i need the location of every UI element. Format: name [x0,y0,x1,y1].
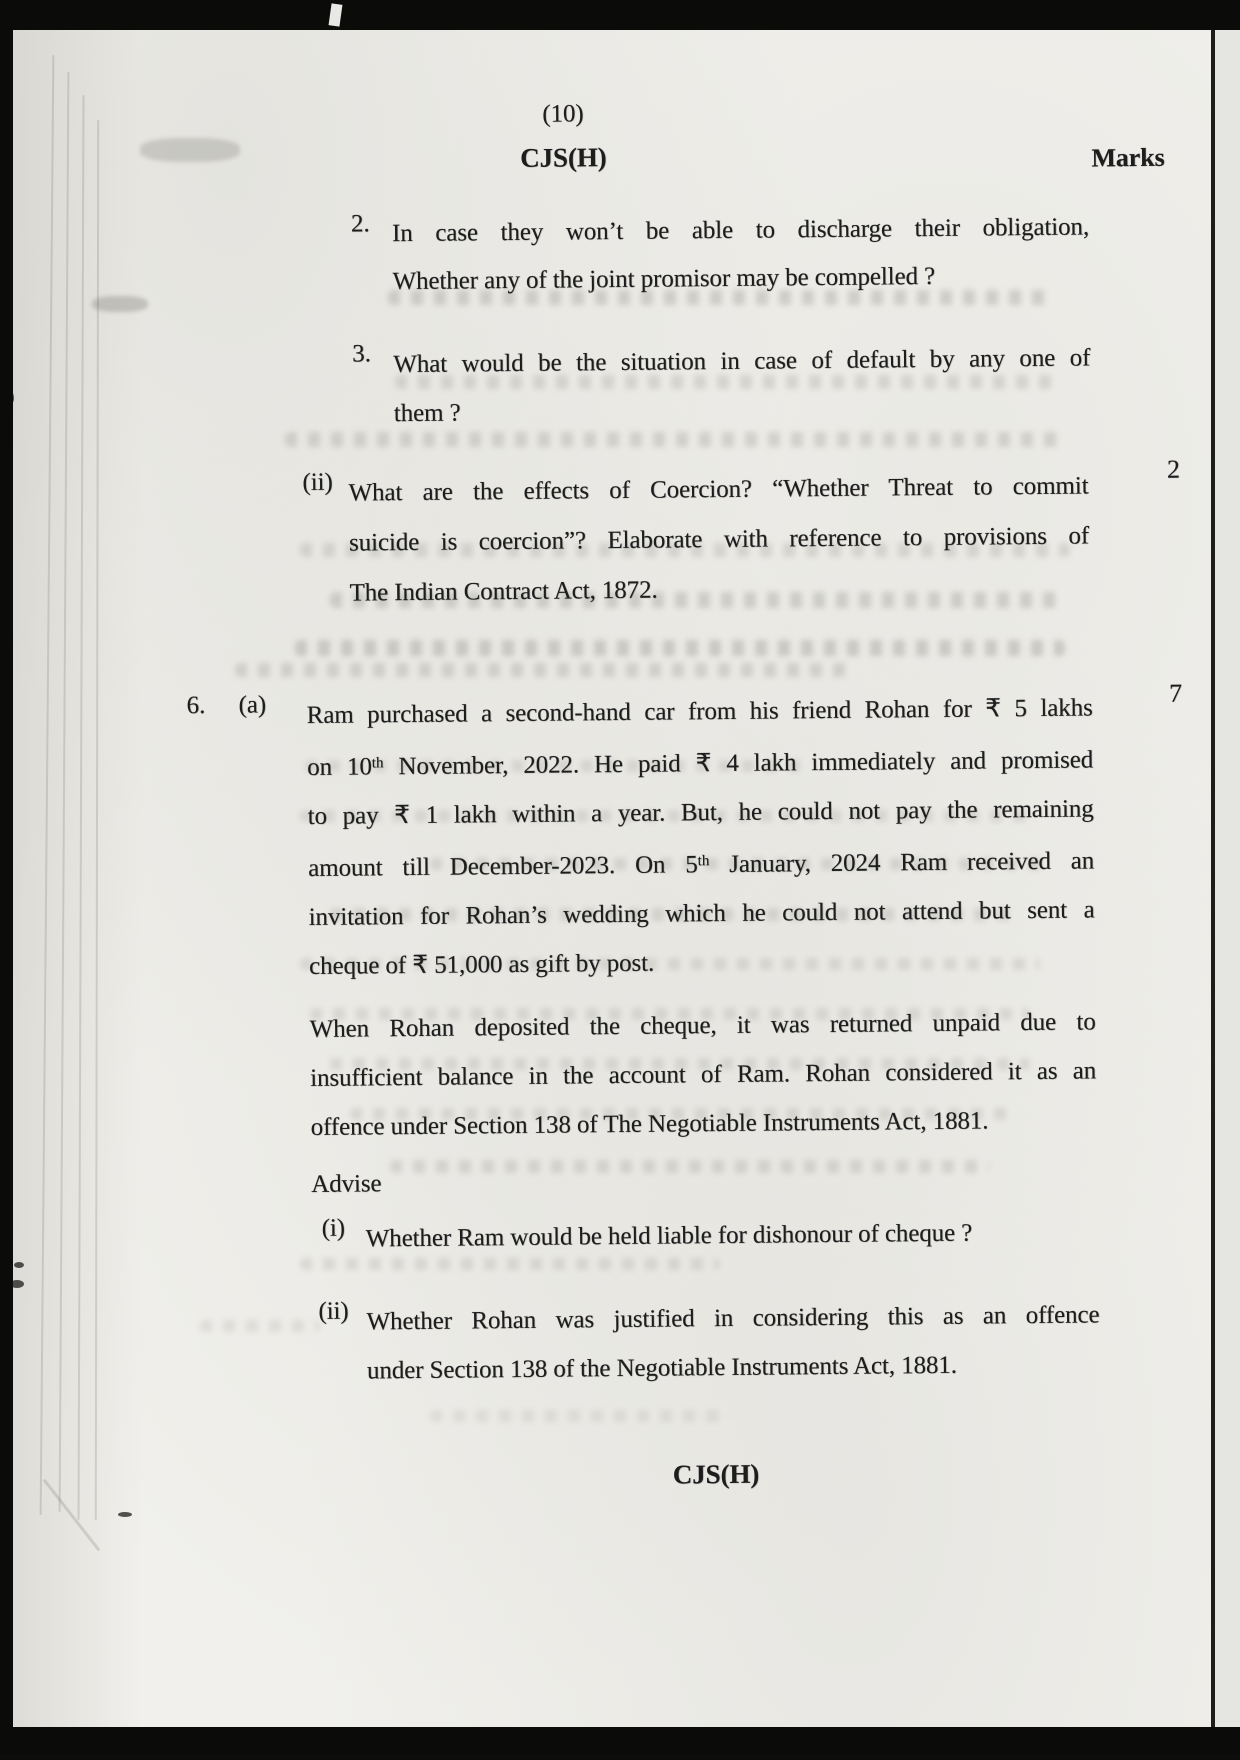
question-6-sub-i [4,1206,1240,1253]
question-coercion-number: (ii) [302,468,333,497]
text-line: Whether any of the joint promisor may be compelled ? [392,262,936,296]
question-6-sub-ii [4,1289,1240,1385]
ordinal-superscript: th [697,853,710,870]
page-right-edge-line [1211,28,1215,1728]
text-line: under Section 138 of the Negotiable Instruments Act, 1881. [366,1351,958,1385]
text-line: invitation for Rohan’s wedding which he could not attend but sent a [308,896,1095,931]
marks-value-coercion: 2 [1166,454,1180,484]
question-coercion-text [348,461,1089,618]
advise-label: Advise [311,1170,382,1198]
text-line [307,732,1093,792]
question-6a-number: (a) [238,691,267,719]
text-line: Whether Rohan was justified in considering this as an offence [366,1301,1100,1336]
text-segment: on 10 [307,753,372,781]
text-line: to pay ₹ 1 lakh within a year. But, he could not pay the remaining [307,795,1094,830]
text-line: The Indian Contract Act, 1872. [349,576,658,607]
page-number: (10) [542,100,584,128]
marks-column-label: Marks [1091,142,1165,173]
text-line: Whether Ram would be held liable for dishonour of cheque ? [365,1219,973,1253]
text-segment: January, 2024 Ram received an [709,847,1095,879]
text-line: What would be the situation in case of default by any one of [393,344,1091,379]
text-line: insufficient balance in the account of Ram. Rohan considered it as an [310,1057,1097,1092]
question-3 [0,332,1235,428]
text-segment: November, 2022. He paid ₹ 4 lakh immediately and promised [383,746,1094,781]
scan-border-bottom [0,1727,1240,1754]
paragraph-text [309,997,1097,1209]
question-coercion [0,460,1236,607]
question-3-text [393,333,1091,438]
scan-border-top [0,0,1240,30]
question-2-text [392,203,1090,306]
text-line: cheque of ₹ 51,000 as gift by post. [308,949,655,980]
sub-i-text [365,1207,1105,1263]
text-line: Ram purchased a second-hand car from his friend Rohan for ₹ 5 lakhs [306,694,1093,730]
text-line: suicide is coercion”? Elaborate with reference to provisions of [348,522,1090,557]
text-segment: amount till December-2023. On 5 [308,851,698,882]
question-3-number: 3. [352,340,371,368]
scan-border-left [0,0,13,1754]
text-line: What are the effects of Coercion? “Whether Threat to commit [348,472,1089,507]
question-6-number: 6. [186,691,206,720]
question-2 [0,202,1234,296]
sub-ii-text [366,1290,1100,1395]
sub-ii-number: (ii) [318,1297,349,1325]
scan-right-margin [1215,30,1240,1727]
question-6 [0,682,1238,980]
text-line: In case they won’t be able to discharge their obligation, [391,213,1090,248]
text-line: them ? [393,399,461,428]
text-line: When Rohan deposited the cheque, it was returned unpaid due to [309,1008,1096,1043]
question-2-number: 2. [350,210,370,238]
text-line: offence under Section 138 of The Negotiable Instruments Act, 1881. [310,1107,989,1141]
marks-value-q6: 7 [1168,678,1183,708]
header-title: CJS(H) [520,142,607,173]
text-line [308,833,1094,893]
question-6a-paragraph-2 [1,996,1240,1198]
footer-title: CJS(H) [672,1458,760,1490]
question-6a-paragraph-1 [306,683,1095,991]
sub-i-number: (i) [321,1214,346,1242]
ordinal-superscript: th [371,755,384,772]
